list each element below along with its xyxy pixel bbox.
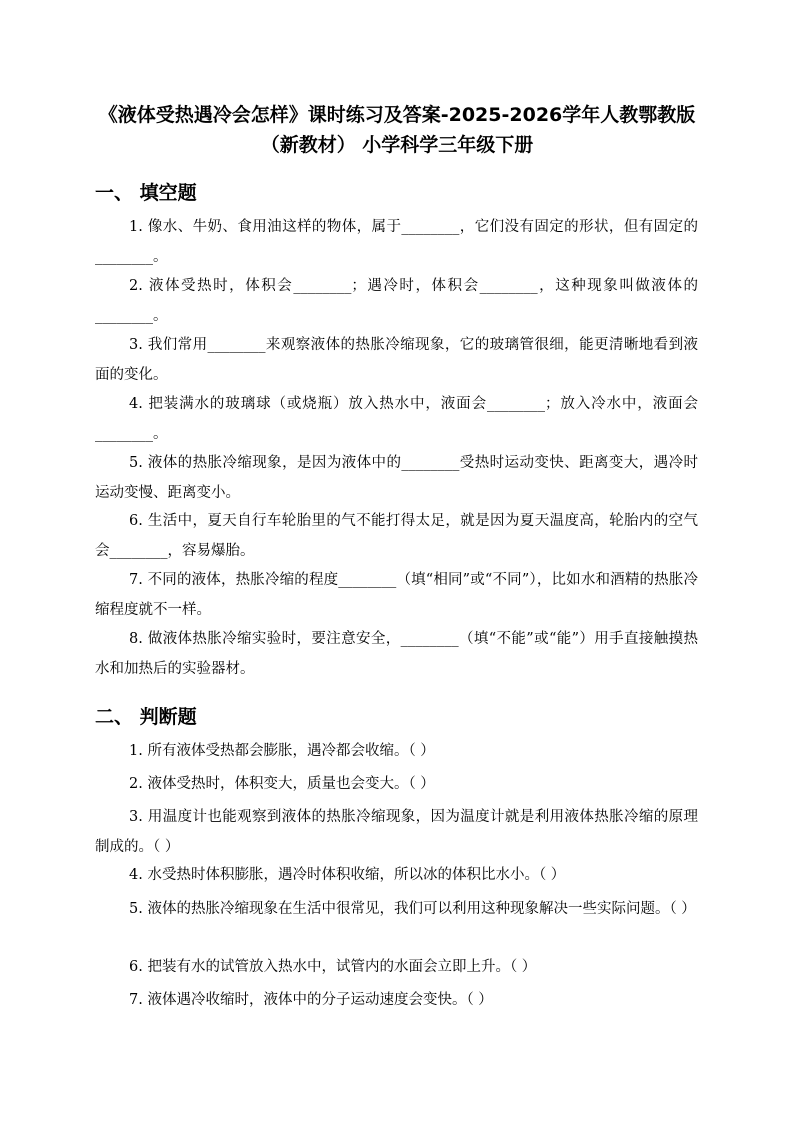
fill-blank-question-8: 8. 做液体热胀冷缩实验时，要注意安全，________（填“不能”或“能”）用手直接触摸热水和加热后的实验器材。 bbox=[95, 631, 698, 677]
true-false-question-4: 4. 水受热时体积膨胀，遇冷时体积收缩，所以冰的体积比水小。（ ） bbox=[129, 867, 566, 883]
true-false-question-7: 7. 液体遇冷收缩时，液体中的分子运动速度会变快。（ ） bbox=[129, 992, 493, 1008]
fill-blank-question-4: 4. 把装满水的玻璃球（或烧瓶）放入热水中，液面会________；放入冷水中，液面会________。 bbox=[95, 396, 698, 442]
fill-blank-question-6: 6. 生活中，夏天自行车轮胎里的气不能打得太足，就是因为夏天温度高，轮胎内的空气会________，容易爆胎。 bbox=[95, 513, 698, 559]
section-heading-fill-blank: 一、 填空题 bbox=[95, 182, 197, 204]
title-line-1: 《液体受热遇冷会怎样》课时练习及答案-2025-2026学年人教鄂教版 bbox=[98, 104, 696, 126]
section-heading-true-false: 二、 判断题 bbox=[95, 706, 197, 728]
title-line-2: （新教材） 小学科学三年级下册 bbox=[260, 134, 534, 156]
fill-blank-question-7: 7. 不同的液体，热胀冷缩的程度________（填“相同”或“不同”），比如水和酒精的热胀冷缩程度就不一样。 bbox=[95, 572, 698, 618]
true-false-question-1: 1. 所有液体受热都会膨胀，遇冷都会收缩。（ ） bbox=[129, 743, 435, 759]
true-false-question-5: 5. 液体的热胀冷缩现象在生活中很常见，我们可以利用这种现象解决一些实际问题。（ ） bbox=[129, 901, 696, 917]
document-title bbox=[90, 100, 704, 160]
true-false-question-6: 6. 把装有水的试管放入热水中，试管内的水面会立即上升。（ ） bbox=[129, 959, 537, 975]
true-false-question-3: 3. 用温度计也能观察到液体的热胀冷缩现象，因为温度计就是利用液体热胀冷缩的原理制成的。（ ） bbox=[95, 809, 698, 855]
true-false-question-2: 2. 液体受热时，体积变大，质量也会变大。（ ） bbox=[129, 776, 435, 792]
fill-blank-question-3: 3. 我们常用________来观察液体的热胀冷缩现象，它的玻璃管很细，能更清晰地看到液面的变化。 bbox=[95, 337, 698, 383]
fill-blank-question-5: 5. 液体的热胀冷缩现象，是因为液体中的________受热时运动变快、距离变大，遇冷时运动变慢、距离变小。 bbox=[95, 455, 698, 501]
fill-blank-question-1: 1. 像水、牛奶、食用油这样的物体，属于________，它们没有固定的形状，但有固定的________。 bbox=[95, 219, 698, 265]
fill-blank-question-2: 2. 液体受热时，体积会________；遇冷时，体积会________，这种现象叫做液体的________。 bbox=[95, 278, 698, 324]
